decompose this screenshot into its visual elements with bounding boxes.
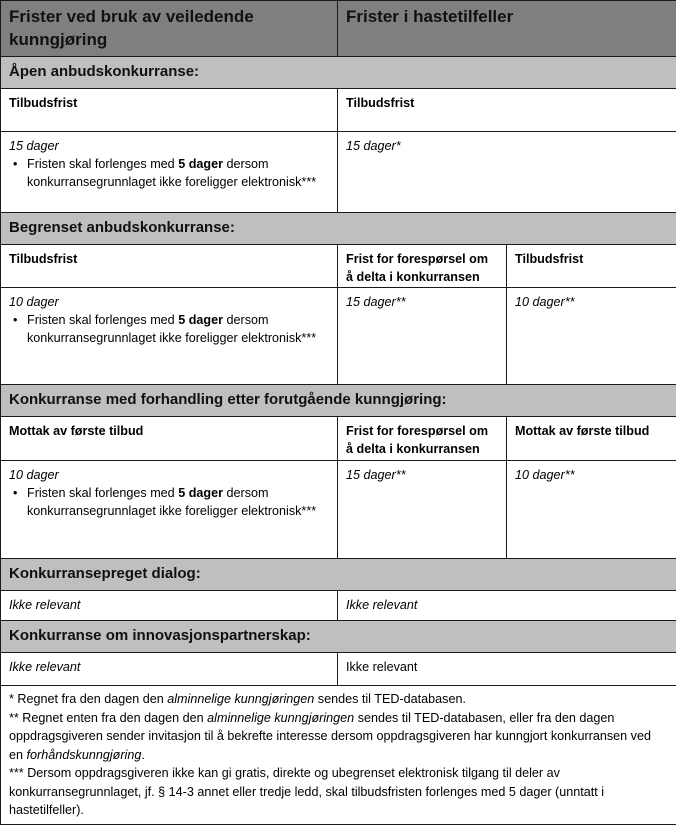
deadline-value-cell	[1, 461, 338, 559]
bullet-text: dersom konkurransegrunnlaget ikke foreligger elektronisk***	[27, 313, 316, 345]
deadline-value: 15 dager**	[338, 461, 507, 559]
footnotes	[1, 686, 676, 825]
footnote: *** Dersom oppdragsgiveren ikke kan gi gratis, direkte og ubegrenset elektronisk tilgang til deler av konkurransegrunnlaget, jf. § 14-3 annet eller tredje ledd, skal tilbudsfristen forlenges med 5 dager (unntatt i hastetilfeller).	[9, 764, 668, 820]
header-standard-deadlines: Frister ved bruk av veiledende kunngjøring	[1, 1, 338, 57]
bullet-item	[27, 311, 329, 347]
footnote	[9, 709, 668, 765]
bullet-text: Fristen skal forlenges med	[27, 486, 178, 500]
value-row	[1, 653, 676, 686]
bullet-text: Fristen skal forlenges med	[27, 157, 178, 171]
footnote-italic-text: alminnelige kunngjøringen	[167, 692, 314, 706]
label-row	[1, 417, 676, 461]
section-title-row	[1, 559, 676, 591]
bullet-bold-text: 5 dager	[178, 313, 223, 327]
deadline-value: 10 dager**	[507, 461, 676, 559]
bullet-list	[9, 311, 329, 347]
bullet-list	[9, 484, 329, 520]
deadline-label: Tilbudsfrist	[1, 245, 338, 288]
deadline-value: Ikke relevant	[1, 591, 338, 621]
footnote-text: .	[141, 748, 145, 762]
deadline-label: Tilbudsfrist	[338, 89, 676, 132]
deadline-value: 10 dager	[9, 293, 329, 311]
deadline-label: Frist for forespørsel om å delta i konkurransen	[338, 245, 507, 288]
section-title: Konkurranse om innovasjonspartnerskap:	[1, 621, 676, 653]
footnote-text: ** Regnet enten fra den dagen den	[9, 711, 207, 725]
bullet-list	[9, 155, 329, 191]
header-urgent-deadlines: Frister i hastetilfeller	[338, 1, 676, 57]
label-row	[1, 245, 676, 288]
bullet-bold-text: 5 dager	[178, 486, 223, 500]
value-row	[1, 461, 676, 559]
bullet-bold-text: 5 dager	[178, 157, 223, 171]
footnote-text: * Regnet fra den dagen den	[9, 692, 167, 706]
section-title: Begrenset anbudskonkurranse:	[1, 213, 676, 245]
deadline-value: 10 dager	[9, 466, 329, 484]
deadline-label: Frist for forespørsel om å delta i konkurransen	[338, 417, 507, 461]
footnote-italic-text: alminnelige kunngjøringen	[207, 711, 354, 725]
section-title-row	[1, 213, 676, 245]
deadline-label: Mottak av første tilbud	[507, 417, 676, 461]
table-header-row	[1, 1, 676, 57]
section-title: Konkurransepreget dialog:	[1, 559, 676, 591]
deadline-value: Ikke relevant	[338, 653, 676, 686]
label-row	[1, 89, 676, 132]
deadline-value: 15 dager**	[338, 288, 507, 385]
bullet-text: dersom konkurransegrunnlaget ikke foreligger elektronisk***	[27, 486, 316, 518]
deadline-value: 10 dager**	[507, 288, 676, 385]
deadline-value-cell	[1, 132, 338, 213]
footnotes-row	[1, 686, 676, 825]
section-title-row	[1, 57, 676, 89]
deadline-value: Ikke relevant	[338, 591, 676, 621]
section-title-row	[1, 621, 676, 653]
bullet-item	[27, 155, 329, 191]
bullet-text: dersom konkurransegrunnlaget ikke foreligger elektronisk***	[27, 157, 316, 189]
value-row	[1, 591, 676, 621]
deadline-value: 15 dager	[9, 137, 329, 155]
deadline-value: 15 dager*	[338, 132, 676, 213]
footnote-italic-text: forhåndskunngjøring	[27, 748, 142, 762]
footnote-text: sendes til TED-databasen, eller fra den dagen oppdragsgiveren sender invitasjon til å bekrefte interesse dersom oppdragsgiveren har kunngjort konkurransen ved en	[9, 711, 651, 762]
footnote	[9, 690, 668, 709]
deadline-label: Tilbudsfrist	[507, 245, 676, 288]
value-row	[1, 132, 676, 213]
value-row	[1, 288, 676, 385]
section-title: Åpen anbudskonkurranse:	[1, 57, 676, 89]
bullet-text: Fristen skal forlenges med	[27, 313, 178, 327]
section-title: Konkurranse med forhandling etter forutgående kunngjøring:	[1, 385, 676, 417]
deadline-label: Tilbudsfrist	[1, 89, 338, 132]
deadline-label: Mottak av første tilbud	[1, 417, 338, 461]
footnote-text: sendes til TED-databasen.	[314, 692, 466, 706]
bullet-item	[27, 484, 329, 520]
deadline-value: Ikke relevant	[1, 653, 338, 686]
deadline-value-cell	[1, 288, 338, 385]
section-title-row	[1, 385, 676, 417]
